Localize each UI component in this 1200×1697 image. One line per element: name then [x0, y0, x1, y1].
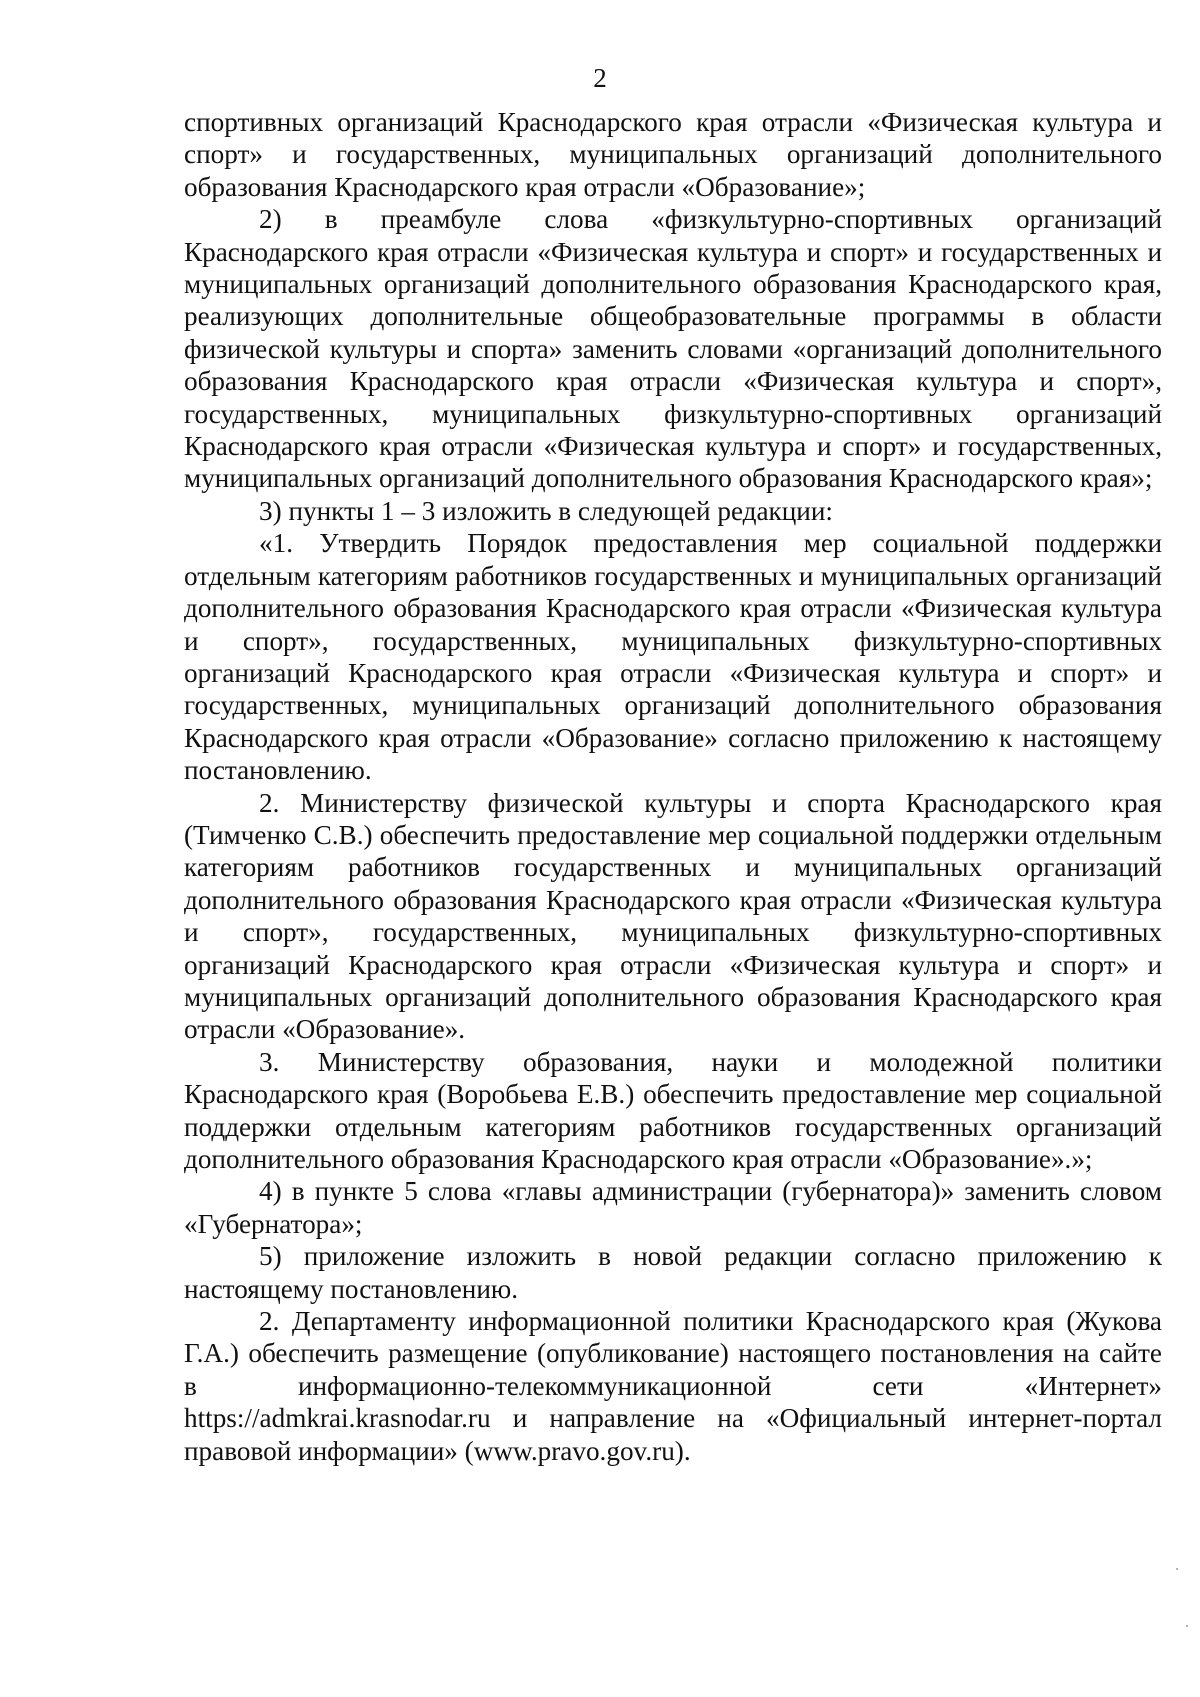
scan-speck [1176, 1568, 1178, 1570]
scan-speck [1186, 1625, 1188, 1627]
paragraph-point-2-ministry-sport: 2. Министерству физической культуры и спорта Краснодарского края (Тимченко С.В.) обеспечить предоставление мер социальной поддержки отдельным категориям работников государственных и муниципальных организаций дополнительного образования Краснодарского края отрасли «Физическая культура и спорт», государственных, муниципальных физкультурно-спортивных организаций Краснодарского края отрасли «Физическая культура и спорт» и муниципальных организаций дополнительного образования Краснодарского края отрасли «Образование». [184, 787, 1162, 1045]
paragraph-item-5-annex: 5) приложение изложить в новой редакции согласно приложению к настоящему постановлению. [184, 1241, 1162, 1304]
paragraph-item-4-governor: 4) в пункте 5 слова «главы администрации (губернатора)» заменить словом «Губернатора»; [184, 1176, 1162, 1239]
paragraph-item-3-intro: 3) пункты 1 – 3 изложить в следующей редакции: [259, 495, 833, 526]
paragraph-item-2-preamble: 2) в преамбуле слова «физкультурно-спортивных организаций Краснодарского края отрасли «Физическая культура и спорт» и государственных и муниципальных организаций дополнительного образования Краснодарского края, реализующих дополнительные общеобразовательные программы в области физической культуры и спорта» заменить словами «организаций дополнительного образования Краснодарского края отрасли «Физическая культура и спорт», государственных, муниципальных физкультурно-спортивных организаций Краснодарского края отрасли «Физическая культура и спорт» и государственных, муниципальных организаций дополнительного образования Краснодарского края»; [184, 204, 1162, 494]
paragraph-department-publication: 2. Департаменту информационной политики Краснодарского края (Жукова Г.А.) обеспечить размещение (опубликование) настоящего постановления на сайте в информационно-телекоммуникационной сети «Интернет» https://admkrai.krasnodar.ru и направление на «Официальный интернет-портал правовой информации» (www.pravo.gov.ru). [184, 1306, 1162, 1466]
paragraph-point-3-ministry-education: 3. Министерству образования, науки и молодежной политики Краснодарского края (Воробьева Е.В.) обеспечить предоставление мер социальной поддержки отдельным категориям работников государственных организаций дополнительного образования Краснодарского края отрасли «Образование».»; [184, 1046, 1162, 1174]
paragraph-continuation: спортивных организаций Краснодарского края отрасли «Физическая культура и спорт» и государственных, муниципальных организаций дополнительного образования Краснодарского края отрасли «Образование»; [184, 107, 1162, 202]
document-body [184, 106, 1162, 1467]
paragraph-point-1-approve-procedure: «1. Утвердить Порядок предоставления мер социальной поддержки отдельным категориям работников государственных и муниципальных организаций дополнительного образования Краснодарского края отрасли «Физическая культура и спорт», государственных, муниципальных физкультурно-спортивных организаций Краснодарского края отрасли «Физическая культура и спорт» и государственных, муниципальных организаций дополнительного образования Краснодарского края отрасли «Образование» согласно приложению к настоящему постановлению. [184, 528, 1162, 786]
page-number: 2 [593, 63, 607, 93]
